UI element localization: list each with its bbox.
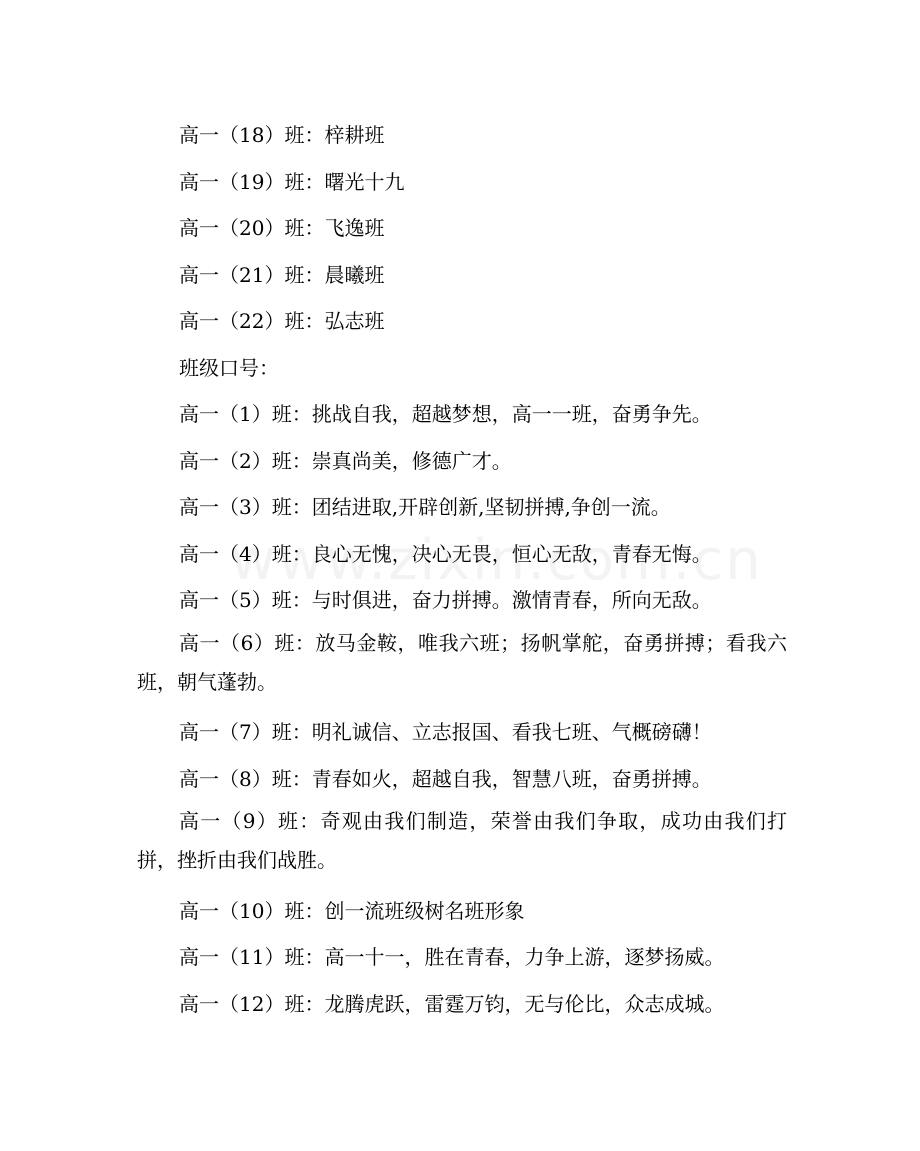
slogan-class-8: 高一（8）班：青春如火，超越自我，智慧八班，奋勇拼搏。 xyxy=(179,766,712,791)
slogan-class-10: 高一（10）班：创一流班级树名班形象 xyxy=(179,898,525,923)
slogan-class-7: 高一（7）班：明礼诚信、立志报国、看我七班、气概磅礴！ xyxy=(179,720,712,744)
slogan-class-3: 高一（3）班：团结进取,开辟创新,坚韧拼搏,争创一流。 xyxy=(179,495,671,519)
slogan-class-4: 高一（4）班：良心无愧，决心无畏，恒心无敌，青春无悔。 xyxy=(179,541,712,566)
slogan-class-11: 高一（11）班：高一十一，胜在青春，力争上游，逐梦扬威。 xyxy=(179,945,725,969)
class-name-20: 高一（20）班：飞逸班 xyxy=(179,216,385,240)
class-name-21: 高一（21）班：晨曦班 xyxy=(179,262,385,287)
document-body xyxy=(137,112,787,1027)
class-name-19: 高一（19）班：曙光十九 xyxy=(179,169,405,194)
slogan-class-12: 高一（12）班：龙腾虎跃，雷霆万钧，无与伦比，众志成城。 xyxy=(179,991,725,1016)
section-heading-slogans: 班级口号： xyxy=(179,355,279,380)
slogan-class-6: 高一（6）班：放马金鞍，唯我六班；扬帆掌舵，奋勇拼搏；看我六班，朝气蓬勃。 xyxy=(137,630,787,694)
slogan-class-5: 高一（5）班：与时俱进，奋力拼搏。激情青春，所向无敌。 xyxy=(179,588,712,612)
slogan-class-1: 高一（1）班：挑战自我，超越梦想，高一一班，奋勇争先。 xyxy=(179,402,712,426)
slogan-class-2: 高一（2）班：崇真尚美，修德广才。 xyxy=(179,448,512,473)
class-name-18: 高一（18）班：梓耕班 xyxy=(179,123,385,147)
class-name-22: 高一（22）班：弘志班 xyxy=(179,309,385,333)
slogan-class-9: 高一（9）班：奇观由我们制造，荣誉由我们争取，成功由我们打拼，挫折由我们战胜。 xyxy=(137,809,787,872)
